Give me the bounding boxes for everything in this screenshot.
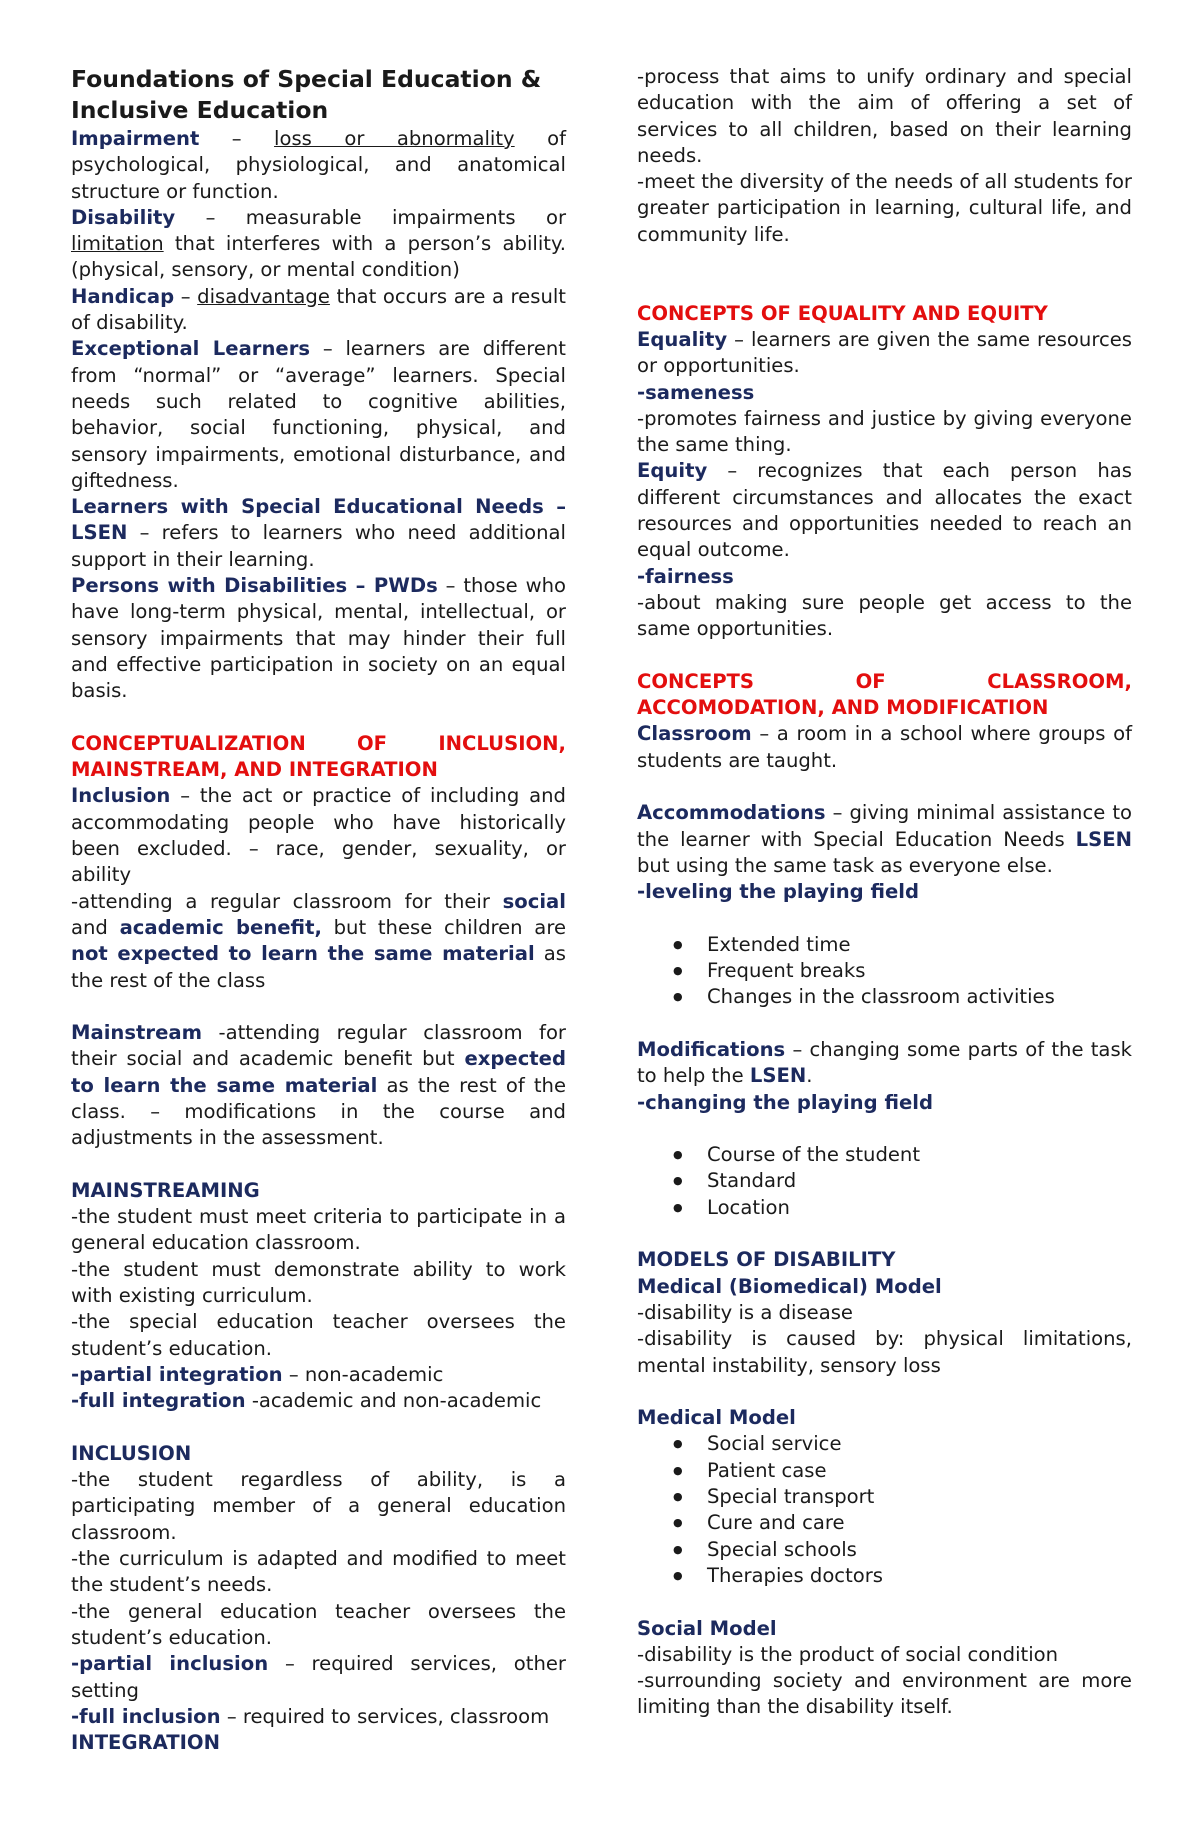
social-model-line: -disability is the product of social condition [637, 1642, 1059, 1666]
sameness-label: -sameness [637, 380, 755, 404]
mainstream-definition: Mainstream -attending regular classroom for their social and academic benefit but expected to learn the same material as the rest of the class. – modifications in the course and adjustments in the assessment. [71, 1021, 567, 1150]
modifications-list [637, 1142, 1132, 1221]
list-item: ● Social service [707, 1431, 1132, 1457]
spacer [637, 274, 1132, 300]
list-item: ● Patient case [707, 1458, 1132, 1484]
spacer [637, 1116, 1132, 1142]
pwd-definition: Persons with Disabilities – PWDs – those who have long-term physical, mental, intellectual, or sensory impairments that may hinder their full and effective participation in society on an equal basis. [71, 574, 566, 703]
spacer [637, 1379, 1132, 1405]
disability-definition: Disability – measurable impairments or limitation that interferes with a person’s ability. (physical, sensory, or mental condition) [71, 205, 566, 282]
biomedical-line: -disability is caused by: physical limitations, mental instability, sensory loss [637, 1327, 1132, 1377]
left-column [71, 64, 566, 1756]
spacer [637, 1589, 1132, 1615]
fairness-description: -about making sure people get access to the same opportunities. [637, 590, 1132, 641]
partial-inclusion: -partial inclusion – required services, other setting [71, 1652, 566, 1702]
list-item: ● Course of the student [707, 1142, 1132, 1168]
social-model-heading: Social Model [637, 1616, 777, 1640]
inclusion-line: -the curriculum is adapted and modified to meet the student’s needs. [71, 1547, 566, 1597]
integration-diversity: -meet the diversity of the needs of all students for greater participation in learning, cultural life, and community life. [637, 170, 1132, 246]
mainstreaming-heading: MAINSTREAMING [71, 1178, 260, 1202]
spacer [71, 705, 566, 731]
medical-model-heading: Medical Model [637, 1406, 796, 1430]
spacer [637, 643, 1132, 669]
spacer [637, 774, 1132, 800]
inclusion-definition: Inclusion – the act or practice of including and accommodating people who have historically been excluded. – race, gender, sexuality, or ability [71, 784, 566, 887]
inclusion-concept-heading: CONCEPTUALIZATION OF INCLUSION, MAINSTREAM, AND INTEGRATION [71, 731, 566, 782]
spacer [71, 1152, 566, 1178]
inclusion-heading: INCLUSION [71, 1441, 192, 1465]
equality-equity-heading: CONCEPTS OF EQUALITY AND EQUITY [637, 301, 1048, 325]
right-column [637, 64, 1132, 1721]
models-heading: MODELS OF DISABILITY [637, 1248, 896, 1272]
mainstreaming-line: -the special education teacher oversees the student’s education. [71, 1310, 566, 1360]
mainstreaming-line: -the student must demonstrate ability to work with existing curriculum. [71, 1257, 566, 1308]
spacer [637, 906, 1132, 932]
accommodations-list [637, 932, 1132, 1011]
spacer [637, 1221, 1132, 1247]
fairness-label: -fairness [637, 564, 734, 588]
classroom-concepts-heading: CONCEPTS OF CLASSROOM, ACCOMODATION, AND MODIFICATION [637, 669, 1132, 720]
spacer [637, 1011, 1132, 1037]
accommodations-definition: Accommodations – giving minimal assistance to the learner with Special Education Needs LSEN but using the same task as everyone else. [637, 801, 1132, 877]
medical-model-list [637, 1431, 1132, 1589]
list-item: ● Cure and care [707, 1510, 1132, 1536]
inclusion-attending: -attending a regular classroom for their social and academic benefit, but these children are not expected to learn the same material as the rest of the class [71, 889, 566, 992]
list-item: ● Location [707, 1195, 1132, 1221]
biomedical-model-heading: Medical (Biomedical) Model [637, 1274, 942, 1298]
integration-heading: INTEGRATION [71, 1731, 220, 1755]
mainstreaming-line: -the student must meet criteria to participate in a general education classroom. [71, 1205, 566, 1255]
spacer [71, 994, 566, 1020]
changing-label: -changing the playing field [637, 1090, 934, 1114]
document-title: Foundations of Special Education & Inclusive Education [71, 65, 542, 124]
list-item: ● Therapies doctors [707, 1563, 1132, 1589]
leveling-label: -leveling the playing field [637, 880, 920, 904]
spacer [71, 1415, 566, 1441]
equity-definition: Equity – recognizes that each person has different circumstances and allocates the exact resources and opportunities needed to reach an equal outcome. [637, 459, 1132, 562]
spacer [637, 248, 1132, 274]
sameness-description: -promotes fairness and justice by giving everyone the same thing. [637, 406, 1132, 457]
classroom-definition: Classroom – a room in a school where groups of students are taught. [637, 722, 1132, 772]
modifications-definition: Modifications – changing some parts of the task to help the LSEN. [637, 1037, 1132, 1088]
equality-definition: Equality – learners are given the same resources or opportunities. [637, 327, 1132, 378]
biomedical-line: -disability is a disease [637, 1300, 853, 1324]
partial-integration: -partial integration – non-academic [71, 1362, 444, 1386]
social-model-line: -surrounding society and environment are more limiting than the disability itself. [637, 1669, 1132, 1719]
list-item: ● Special schools [707, 1537, 1132, 1563]
list-item: ● Standard [707, 1168, 1132, 1194]
inclusion-line: -the general education teacher oversees the student’s education. [71, 1599, 566, 1649]
handicap-definition: Handicap – disadvantage that occurs are a result of disability. [71, 284, 566, 335]
impairment-definition: Impairment – loss or abnormality of psychological, physiological, and anatomical structure or function. [71, 127, 566, 203]
inclusion-line: -the student regardless of ability, is a participating member of a general education classroom. [71, 1468, 566, 1544]
integration-process: -process that aims to unify ordinary and special education with the aim of offering a set of services to all children, based on their learning needs. [637, 65, 1132, 167]
full-inclusion: -full inclusion – required to services, classroom [71, 1704, 550, 1728]
list-item: ● Special transport [707, 1484, 1132, 1510]
lsen-definition: Learners with Special Educational Needs – LSEN – refers to learners who need additional support in their learning. [71, 495, 566, 571]
exceptional-learners-definition: Exceptional Learners – learners are different from “normal” or “average” learners. Special needs such related to cognitive abilities, behavior, social functioning, physical, and sensory impairments, emotional disturbance, and giftedness. [71, 337, 566, 492]
list-item: ● Extended time [707, 932, 1132, 958]
list-item: ● Frequent breaks [707, 958, 1132, 984]
list-item: ● Changes in the classroom activities [707, 984, 1132, 1010]
full-integration: -full integration -academic and non-academic [71, 1389, 542, 1413]
